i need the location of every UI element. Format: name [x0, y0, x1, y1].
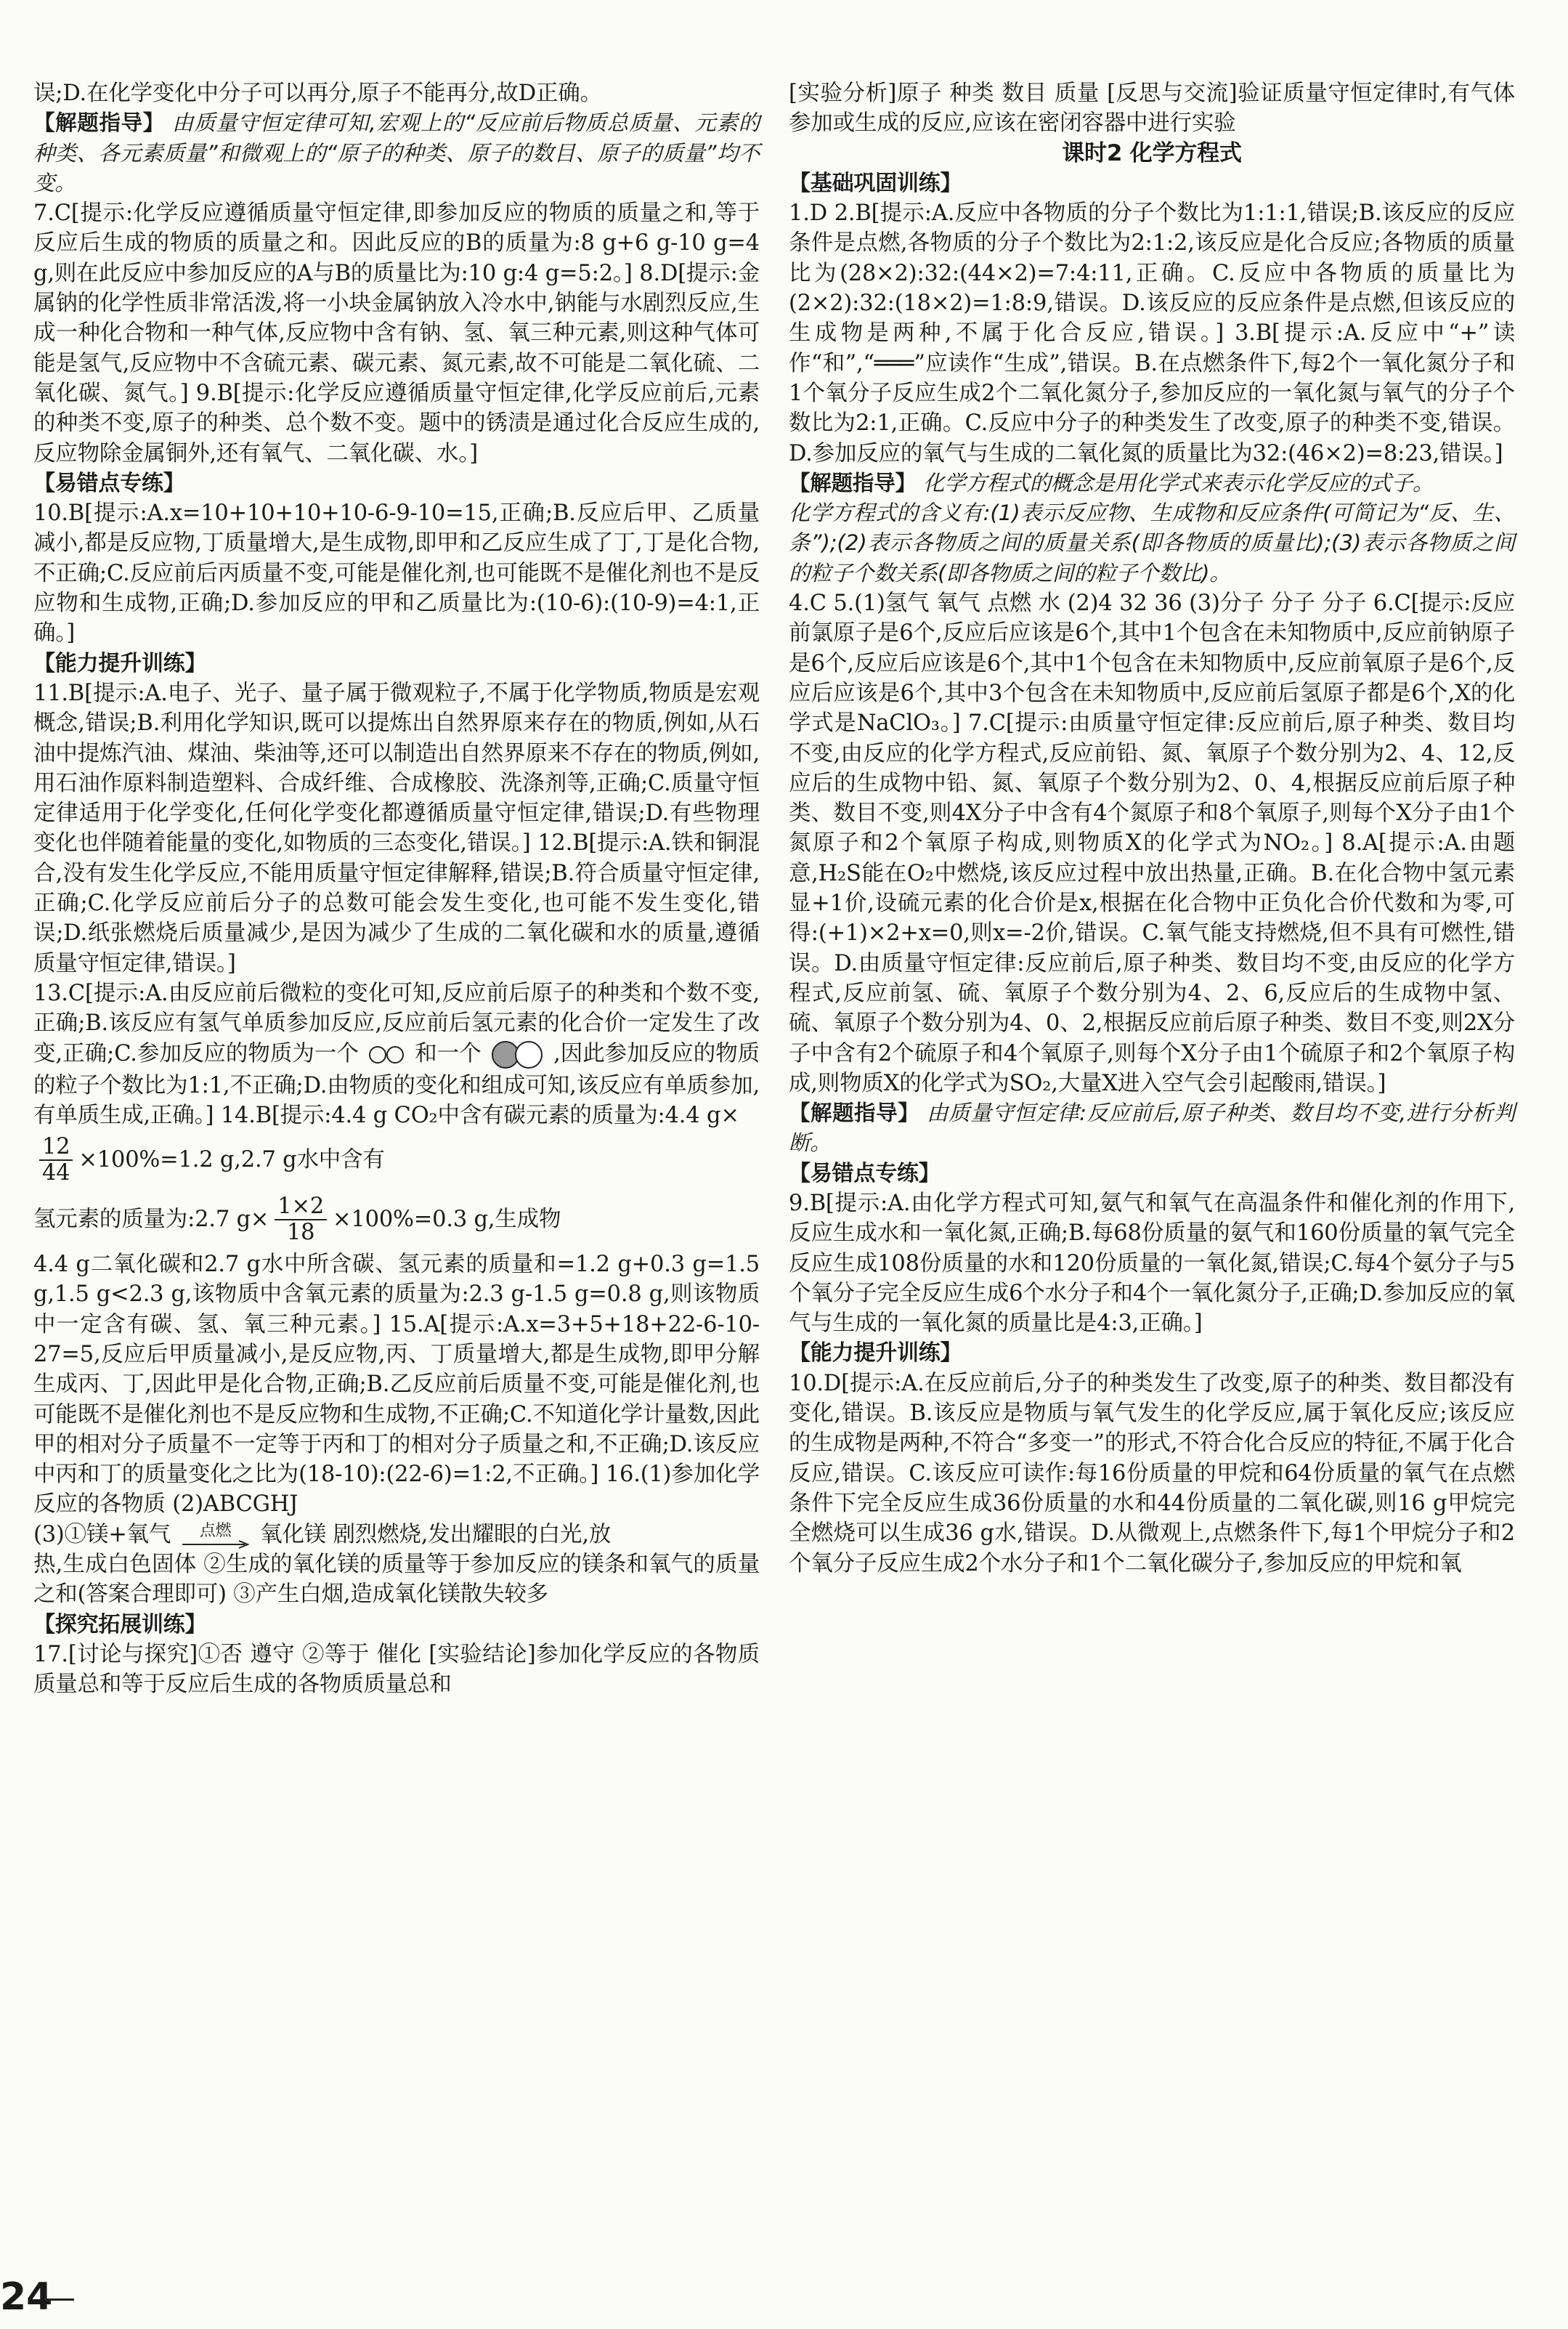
answers-4-8: 4.C 5.(1)氢气 氧气 点燃 水 (2)4 32 36 (3)分子 分子 分子 6.C[提示:反应前氯原子是6个,反应后应该是6个,其中1个包含在未知物质中,反应前钠原子是6个,反应后应该是6个,其中1个包含在未知物质中,反应前氧原子是6个,反应后应该是6个,其中3个包含在未知物质中,反应前后氢原子都是6个,X的化学式是NaClO₃。] 7.C[提示:由质量守恒定律:反应前后,原子种类、数目均不变,由反应的化学方程式,反应前铅、氮、氧原子个数分别为2、4、12,反应后的生成物中铅、氮、氧原子个数分别为2、0、4,根据反应前后原子种类、数目不变,则4X分子中含有4个氮原子和8个氧原子,则每个X分子由1个氮原子和2个氧原子构成,则物质X的化学式为NO₂。] 8.A[提示:A.由题意,H₂S能在O₂中燃烧,该反应过程中放出热量,正确。B.在化合物中氢元素显+1价,设硫元素的化合价是x,根据在化合物中正负化合价代数和为零,可得:(+1)×2+x=0,则x=-2价,错误。C.氧气能支持燃烧,但不具有可燃性,错误。D.由质量守恒定律:反应前后,原子种类、数目均不变,由反应的化学方程式,反应前氢、硫、氧原子个数分别为4、2、6,反应后的生成物中氢、硫、氧原子个数分别为4、0、2,根据反应前后原子种类、数目不变,则2X分子中含有2个硫原子和4个氧原子,则每个X分子由1个硫原子和2个氧原子构成,则物质X的化学式为SO₂,大量X进入空气会引起酸雨,错误。] — [789, 591, 1515, 1096]
answers-13-14 — [33, 979, 760, 1130]
section-explore: 【探究拓展训练】 — [33, 1611, 207, 1637]
equation-magnesium: (3)①镁+氧气 点燃 氧化镁 剧烈燃烧,发出耀眼的白光,放 — [33, 1520, 760, 1550]
right-column — [789, 78, 1515, 1579]
reaction-arrow: 点燃 — [181, 1523, 251, 1550]
section-error-prone: 【易错点专练】 — [33, 470, 185, 496]
molecule-gray-white-icon — [488, 1039, 546, 1071]
arrow-icon — [181, 1539, 251, 1550]
answers-14-16: 4.4 g二氧化碳和2.7 g水中所含碳、氢元素的质量和=1.2 g+0.3 g=1.5 g,1.5 g<2.3 g,该物质中含氧元素的质量为:2.3 g-1.5 g=0.8 g,则该物质中一定含有碳、氢、氧三种元素。] 15.A[提示:A.x=3+5+18+22-6-10-27=5,反应后甲质量减小,是反应物,丙、丁质量增大,都是生成物,即甲分解生成丙、丁,因此甲是化合物,正确;B.乙反应前后质量不变,可能是催化剂,也可能既不是催化剂也不是反应物和生成物,不正确;C.不知道化学计量数,因此甲的相对分子质量不一定等于丙和丁的相对分子质量之和,不正确;D.该反应中丙和丁的质量变化之比为(18-10):(22-6)=1:2,不正确。] 16.(1)参加化学反应的各物质 (2)ABCGHJ — [33, 1252, 760, 1518]
answer-10-right: 10.D[提示:A.在反应前后,分子的种类发生了改变,原子的种类、数目都没有变化,错误。B.该反应是物质与氧气发生的化学反应,属于氧化反应;该反应的生成物是两种,不符合“多变一”的形式,不符合化合反应的特征,不属于化合反应,错误。C.该反应可读作:每16份质量的甲烷和64份质量的氧气在点燃条件下完全反应生成36份质量的水和44份质量的二氧化碳,则16 g甲烷完全燃烧可以生成36 g水,错误。D.从微观上,点燃条件下,每1个甲烷分子和2个氧分子反应生成2个水分子和1个二氧化碳分子,参加反应的甲烷和氧 — [789, 1370, 1515, 1576]
answers-1-3: 1.D 2.B[提示:A.反应中各物质的分子个数比为1:1:1,错误;B.该反应的反应条件是点燃,各物质的分子个数比为2:1:2,该反应是化合反应;各物质的质量比为(28×2):32:(44×2)=7:4:11,正确。C.反应中各物质的质量比为(2×2):32:(18×2)=1:8:9,错误。D.该反应的反应条件是点燃,但该反应的生成物是两种,不属于化合反应,错误。] 3.B[提示:A.反应中“+”读作“和”,“═══”应读作“生成”,错误。B.在点燃条件下,每2个一氧化氮分子和1个氧分子反应生成2个二氧化氮分子,参加反应的一氧化氮与氧气的分子个数比为2:1,正确。C.反应中分子的种类发生了改变,原子的种类不变,错误。D.参加反应的氧气与生成的二氧化氮的质量比为32:(46×2)=8:23,错误。] — [789, 201, 1515, 466]
section-ability: 【能力提升训练】 — [33, 650, 207, 676]
fraction-2-18: $\frac{1\times 2}{18}$ — [275, 1194, 327, 1245]
section-basic: 【基础巩固训练】 — [789, 170, 962, 196]
right-paragraph-1: [实验分析]原子 种类 数目 质量 [反思与交流]验证质量守恒定律时,有气体参加或生成的反应,应该在密闭容器中进行实验 — [789, 81, 1515, 137]
solution-guide-2: 【解题指导】 化学方程式的概念是用化学式来表示化学反应的式子。 — [789, 470, 1434, 495]
guide-text: 由质量守恒定律可知,宏观上的“反应前后物质总质量、元素的种类、各元素质量”和微观上的“原子的种类、原子的数目、原子的质量”均不变。 — [33, 110, 760, 195]
molecule-double-circle-icon — [366, 1045, 408, 1064]
section-ability-2: 【能力提升训练】 — [789, 1340, 962, 1366]
lesson-title: 课时2 化学方程式 — [1062, 139, 1242, 166]
left-paragraph-1: 误;D.在化学变化中分子可以再分,原子不能再分,故D正确。 — [33, 81, 602, 106]
formula-hydrogen-mass: 氢元素的质量为:2.7 g× $\frac{1\times 2}{18}$ ×100%=0.3 g,生成物 — [33, 1194, 561, 1246]
guide-tag: 【解题指导】 — [33, 110, 165, 136]
answers-7-9: 7.C[提示:化学反应遵循质量守恒定律,即参加反应的物质的质量之和,等于反应后生成的物质的质量之和。因此反应的B的质量为:8 g+6 g-10 g=4 g,则在此反应中参加反应的A与B的质量比为:10 g:4 g=5:2。] 8.D[提示:金属钠的化学性质非常活泼,将一小块金属钠放入冷水中,钠能与水剧烈反应,生成一种化合物和一种气体,反应物中含有钠、氢、氧三种元素,则这种气体可能是氢气,反应物中不含硫元素、碳元素、氮元素,故不可能是二氧化硫、二氧化碳、氮气。] 9.B[提示:化学反应遵循质量守恒定律,化学反应前后,元素的种类不变,原子的种类、总个数不变。题中的锈渍是通过化合反应生成的,反应物除金属铜外,还有氧气、二氧化碳、水。] — [33, 201, 760, 466]
solution-guide-2-detail: 化学方程式的含义有:(1)表示反应物、生成物和反应条件(可简记为“反、生、条”);(2)表示各物质之间的质量关系(即各物质的质量比);(3)表示各物质之间的粒子个数关系(即各物质之间的粒子个数比)。 — [789, 501, 1515, 586]
page-number: 24 — [0, 2275, 53, 2319]
fraction-12-44: $\frac{12}{44}$ — [39, 1135, 73, 1186]
page-number-divider — [45, 2298, 74, 2301]
answer-17: 17.[讨论与探究]①否 遵守 ②等于 催化 [实验结论]参加化学反应的各物质质量总和等于反应后生成的各物质质量总和 — [33, 1641, 760, 1698]
answer-16-cont: 热,生成白色固体 ②生成的氧化镁的质量等于参加反应的镁条和氧气的质量之和(答案合理即可) ③产生白烟,造成氧化镁散失较多 — [33, 1552, 760, 1608]
answer-13-text-a: 13.C[提示:A.由反应前后微粒的变化可知,反应前后原子的种类和个数不变,正确;B.该反应有氢气单质参加反应,反应前后氢元素的化合价一定发生了改变,正确;C.参加反应的物质为一个 — [33, 980, 760, 1066]
formula-carbon-mass: $\frac{12}{44}$ ×100%=1.2 g,2.7 g水中含有 — [33, 1130, 760, 1190]
answer-10: 10.B[提示:A.x=10+10+10+10-6-9-10=15,正确;B.反应后甲、乙质量减小,都是反应物,丁质量增大,是生成物,即甲和乙反应生成了丁,丁是化合物,不正确;C.反应前后丙质量不变,可能是催化剂,也可能既不是催化剂也不是反应物和生成物,正确;D.参加反应的甲和乙质量比为:(10-6):(10-9)=4:1,正确。] — [33, 501, 760, 647]
answer-13-text-b: 和一个 — [415, 1040, 482, 1066]
answers-11-12: 11.B[提示:A.电子、光子、量子属于微观粒子,不属于化学物质,物质是宏观概念,错误;B.利用化学知识,既可以提炼出自然界原来存在的物质,例如,从石油中提炼汽油、煤油、柴油等,还可以制造出自然界原来不存在的物质,例如,用石油作原料制造塑料、合成纤维、合成橡胶、洗涤剂等,正确;C.质量守恒定律适用于化学变化,任何化学变化都遵循质量守恒定律,错误;D.有些物理变化也伴随着能量的变化,如物质的三态变化,错误。] 12.B[提示:A.铁和铜混合,没有发生化学反应,不能用质量守恒定律解释,错误;B.符合质量守恒定律,正确;C.化学反应前后分子的总数可能会发生变化,也可能不发生变化,错误;D.纸张燃烧后质量减少,是因为减少了生成的二氧化碳和水的质量,遵循质量守恒定律,错误。] — [33, 680, 760, 976]
answer-9: 9.B[提示:A.由化学方程式可知,氨气和氧气在高温条件和催化剂的作用下,反应生成水和一氧化氮,正确;B.每68份质量的氨气和160份质量的氧气完全反应生成108份质量的水和120份质量的一氧化氮,错误;C.每4个氨分子与5个氧分子完全反应生成6个水分子和4个一氧化氮分子,正确;D.参加反应的氧气与生成的一氧化氮的质量比是4:3,正确。] — [789, 1190, 1515, 1337]
solution-guide-1 — [33, 108, 760, 198]
solution-guide-3: 【解题指导】 由质量守恒定律:反应前后,原子种类、数目均不变,进行分析判断。 — [789, 1101, 1515, 1156]
section-error-prone-2: 【易错点专练】 — [789, 1160, 941, 1186]
left-column — [33, 78, 760, 1700]
answer-13-text-c: ,因此参加反应的物质的粒子个数比为1:1,不正确;D.由物质的变化和组成可知,该反应有单质参加,有单质生成,正确。] 14.B[提示:4.4 g CO₂中含有碳元素的质量为:4.4 g× — [33, 1040, 760, 1128]
